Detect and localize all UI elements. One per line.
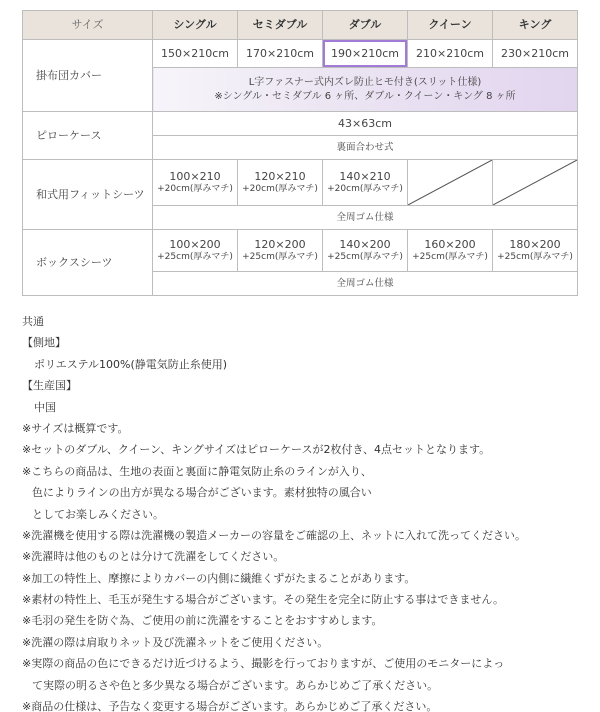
fitted-cell-king-na: [493, 160, 578, 206]
box-size: 140×200: [339, 237, 391, 251]
row-label-fitted: 和式用フィットシーツ: [23, 160, 153, 230]
note-line: ※商品の仕様は、予告なく変更する場合がございます。あらかじめご了承ください。: [22, 700, 438, 712]
cover-note-line2: ※シングル・セミダブル 6 ヶ所、ダブル・クイーン・キング 8 ヶ所: [214, 90, 516, 102]
cover-size-semi-double: 170×210cm: [238, 40, 323, 68]
notes-common: 共通: [22, 315, 44, 328]
box-size: 100×200: [169, 237, 221, 251]
cover-size-double: 190×210cm: [323, 40, 408, 68]
box-depth: +25cm(厚みマチ): [242, 251, 318, 262]
header-single: シングル: [153, 11, 238, 40]
header-queen: クイーン: [408, 11, 493, 40]
box-cell-king: [493, 230, 578, 272]
pillow-note: 裏面合わせ式: [153, 136, 578, 160]
box-size: 120×200: [254, 237, 306, 251]
box-cell-semi-double: [238, 230, 323, 272]
table-row: [23, 160, 578, 206]
pillow-size: 43×63cm: [153, 112, 578, 136]
row-label-cover: 掛布団カバー: [23, 40, 153, 112]
fitted-depth: +20cm(厚みマチ): [157, 183, 233, 194]
box-size: 180×200: [509, 237, 561, 251]
cover-size-queen: 210×210cm: [408, 40, 493, 68]
row-label-pillow: ピローケース: [23, 112, 153, 160]
cover-note-line1: L字ファスナー式内ズレ防止ヒモ付き(スリット仕様): [248, 76, 482, 88]
header-double: ダブル: [323, 11, 408, 40]
note-line: ※洗濯時は他のものとは分けて洗濯をしてください。: [22, 550, 285, 564]
box-note: 全周ゴム仕様: [153, 272, 578, 296]
header-king: キング: [493, 11, 578, 40]
row-label-box: ボックスシーツ: [23, 230, 153, 296]
box-cell-single: [153, 230, 238, 272]
fitted-depth: +20cm(厚みマチ): [242, 183, 318, 194]
fitted-cell-double: [323, 160, 408, 206]
note-line: 色によりラインの出方が異なる場合がございます。素材独特の風合い: [32, 486, 372, 500]
note-line: ※サイズは概算です。: [22, 421, 129, 435]
fitted-size: 100×210: [169, 169, 221, 183]
product-notes: [22, 311, 582, 712]
note-line: ※加工の特性上、摩擦によりカバーの内側に繊維くずがたまることがあります。: [22, 571, 416, 585]
table-row: [23, 40, 578, 68]
box-cell-double: [323, 230, 408, 272]
note-line: ※毛羽の発生を防ぐ為、ご使用の前に洗濯をすることをおすすめします。: [22, 614, 383, 628]
fitted-cell-single: [153, 160, 238, 206]
box-size: 160×200: [424, 237, 476, 251]
fitted-size: 120×210: [254, 169, 306, 183]
fitted-cell-queen-na: [408, 160, 493, 206]
header-size: サイズ: [23, 11, 153, 40]
box-cell-queen: [408, 230, 493, 272]
fitted-cell-semi-double: [238, 160, 323, 206]
note-line: ※洗濯機を使用する際は洗濯機の製造メーカーの容量をご確認の上、ネットに入れて洗ってください。: [22, 528, 526, 542]
note-line: ※セットのダブル、クイーン、キングサイズはピローケースが2枚付き、4点セットとなります。: [22, 443, 491, 457]
cover-size-king: 230×210cm: [493, 40, 578, 68]
note-line: ※洗濯の際は肩取りネット及び洗濯ネットをご使用ください。: [22, 635, 329, 649]
notes-fabric-heading: 【側地】: [22, 336, 66, 350]
note-line: て実際の明るさや色と多少異なる場合がございます。あらかじめご了承ください。: [32, 678, 439, 692]
header-semi-double: セミダブル: [238, 11, 323, 40]
box-depth: +25cm(厚みマチ): [157, 251, 233, 262]
box-depth: +25cm(厚みマチ): [497, 251, 573, 262]
diagonal-line-icon: [408, 160, 492, 205]
note-line: ※実際の商品の色にできるだけ近づけるよう、撮影を行っておりますが、ご使用のモニターによっ: [22, 657, 505, 671]
table-header-row: [23, 11, 578, 40]
fitted-size: 140×210: [339, 169, 391, 183]
box-depth: +25cm(厚みマチ): [327, 251, 403, 262]
size-table: [22, 10, 578, 296]
cover-size-single: 150×210cm: [153, 40, 238, 68]
fitted-note: 全周ゴム仕様: [153, 206, 578, 230]
notes-origin-heading: 【生産国】: [22, 379, 77, 393]
notes-fabric-value: ポリエステル100%(静電気防止糸使用): [34, 357, 228, 371]
cover-note: [153, 68, 578, 112]
note-line: ※こちらの商品は、生地の表面と裏面に静電気防止糸のラインが入り、: [22, 464, 372, 478]
note-line: ※素材の特性上、毛玉が発生する場合がございます。その発生を完全に防止する事はできません。: [22, 593, 504, 607]
note-line: としてお楽しみください。: [32, 507, 164, 521]
diagonal-line-icon: [493, 160, 577, 205]
table-row: [23, 112, 578, 136]
table-row: [23, 230, 578, 272]
fitted-depth: +20cm(厚みマチ): [327, 183, 403, 194]
box-depth: +25cm(厚みマチ): [412, 251, 488, 262]
notes-origin-value: 中国: [34, 400, 56, 414]
